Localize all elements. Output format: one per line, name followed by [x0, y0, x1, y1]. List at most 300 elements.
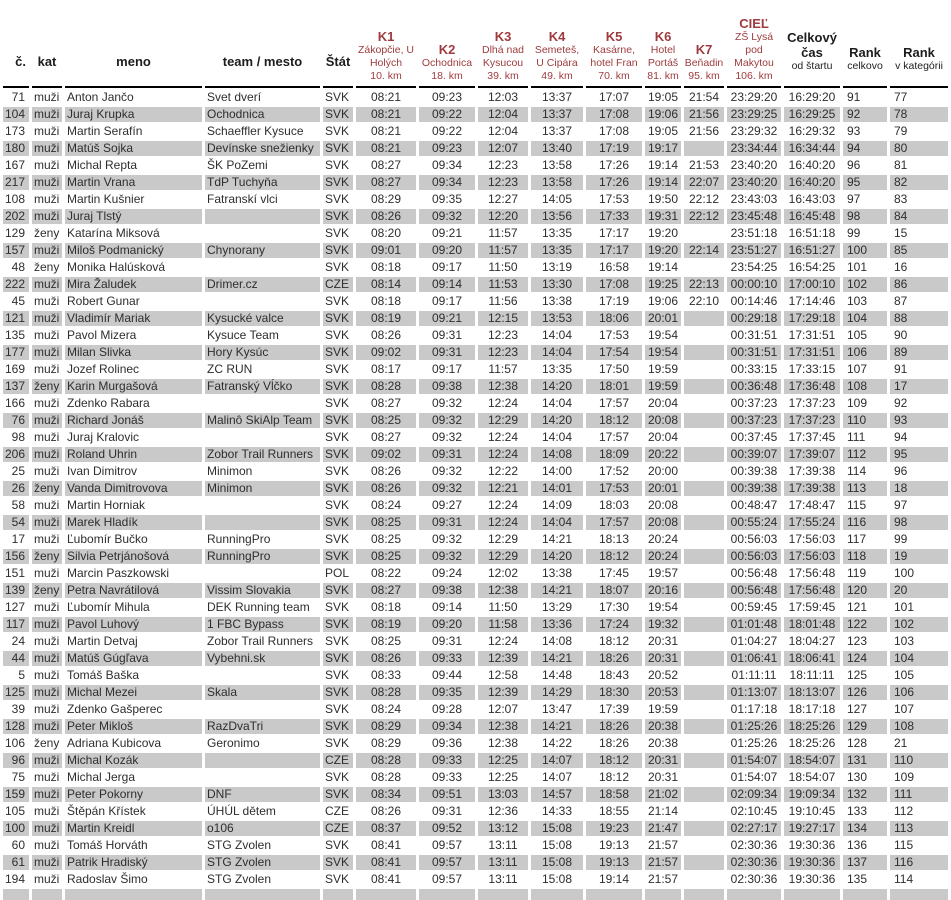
cell-rank: 106	[843, 345, 887, 360]
cell-k3: 12:27	[487, 192, 519, 206]
cell-bib: 166	[4, 396, 25, 410]
cell-total: 17:37:23	[784, 413, 840, 428]
table-row	[3, 141, 948, 156]
cell-ciel: 23:29:32	[730, 124, 778, 138]
cell-rank_kat: 99	[894, 532, 908, 546]
cell-k1: 08:34	[356, 787, 416, 802]
cell-bib: 105	[4, 804, 25, 818]
cell-stat: SVK	[325, 770, 350, 784]
cell-k7	[684, 260, 724, 275]
cell-ciel: 01:01:48	[727, 617, 781, 632]
cell-bib: 54	[3, 515, 29, 530]
cell-k4: 14:21	[541, 532, 573, 546]
cell-k6: 19:59	[645, 379, 681, 394]
cell-k5: 18:43	[598, 668, 630, 682]
cell-k3: 11:58	[478, 617, 528, 632]
cell-rank: 121	[847, 600, 868, 614]
cell-rank_kat: 86	[890, 277, 948, 292]
cell-k7: 22:12	[684, 209, 724, 224]
cell-k5: 18:12	[586, 549, 642, 564]
cell-k1: 08:26	[356, 481, 416, 496]
cell-rank_kat: 17	[890, 379, 948, 394]
cell-stat: SVK	[325, 498, 350, 512]
cell-rank: 130	[847, 770, 868, 784]
cell-ciel: 01:25:26	[730, 736, 778, 750]
cell-k2: 09:17	[431, 294, 463, 308]
cell-k3: 12:20	[478, 209, 528, 224]
column-header-text: Celkový čas	[787, 30, 837, 60]
cell-k3: 12:38	[487, 736, 519, 750]
column-header-text: 18. km	[431, 70, 463, 82]
cell-k4: 14:04	[541, 328, 573, 342]
cell-rank_kat: 103	[894, 634, 915, 648]
cell-stat: SVK	[323, 141, 353, 156]
cell-ciel: 01:54:07	[730, 770, 778, 784]
cell-kat: ženy	[34, 736, 60, 750]
cell-team: Vybehni.sk	[205, 651, 320, 666]
table-row	[3, 464, 948, 479]
cell-ciel: 00:56:03	[727, 549, 781, 564]
cell-rank: 131	[843, 753, 887, 768]
cell-team	[205, 668, 320, 683]
cell-rank: 99	[847, 226, 861, 240]
cell-rank: 109	[847, 396, 868, 410]
table-row	[3, 124, 948, 139]
cell-k7: 22:14	[684, 243, 724, 258]
cell-k1: 08:19	[356, 617, 416, 632]
cell-kat: muži	[32, 413, 62, 428]
cell-total: 16:54:25	[788, 260, 836, 274]
cell-kat: muži	[32, 209, 62, 224]
cell-k4: 13:58	[541, 158, 573, 172]
table-row	[3, 90, 948, 105]
cell-bib: 159	[3, 787, 29, 802]
cell-k5: 17:24	[586, 617, 642, 632]
cell-k3: 12:02	[487, 566, 519, 580]
cell-ciel: 00:29:18	[727, 311, 781, 326]
cell-kat: muži	[34, 770, 60, 784]
cell-team: Drimer.cz	[205, 277, 320, 292]
column-header-text: K7	[695, 42, 713, 57]
cell-k1: 08:24	[370, 702, 402, 716]
cell-stat: SVK	[325, 396, 350, 410]
cell-kat: muži	[32, 685, 62, 700]
cell-k4: 14:04	[541, 396, 573, 410]
cell-k3: 12:22	[487, 464, 519, 478]
cell-k3: 12:39	[478, 651, 528, 666]
table-row	[3, 753, 948, 768]
cell-bib: 98	[11, 430, 25, 444]
cell-team: Malinô SkiAlp Team	[205, 413, 320, 428]
cell-kat: muži	[32, 787, 62, 802]
cell-kat: muži	[32, 243, 62, 258]
cell-total: 17:31:51	[788, 328, 836, 342]
cell-rank_kat: 79	[894, 124, 908, 138]
cell-k5: 18:12	[598, 634, 630, 648]
column-header-text: Semeteš, U Cipára	[534, 44, 580, 69]
cell-meno: Miloš Podmanický	[65, 243, 202, 258]
cell-stat: SVK	[323, 787, 353, 802]
cell-k5	[586, 889, 642, 900]
cell-k3: 12:07	[487, 702, 519, 716]
cell-rank: 125	[847, 668, 868, 682]
cell-k5: 19:23	[586, 821, 642, 836]
cell-k1: 08:28	[356, 753, 416, 768]
cell-rank_kat: 78	[890, 107, 948, 122]
cell-team: DEK Running team	[207, 600, 310, 614]
cell-kat: muži	[34, 804, 60, 818]
cell-rank: 124	[843, 651, 887, 666]
cell-bib: 24	[11, 634, 25, 648]
cell-k7	[684, 787, 724, 802]
cell-ciel: 23:29:25	[727, 107, 781, 122]
cell-stat: SVK	[323, 685, 353, 700]
cell-k5: 17:53	[598, 192, 630, 206]
cell-total	[784, 889, 840, 900]
cell-k2: 09:34	[431, 158, 463, 172]
cell-bib: 106	[4, 736, 25, 750]
table-row	[3, 396, 948, 411]
cell-rank_kat: 93	[890, 413, 948, 428]
cell-rank: 93	[847, 124, 861, 138]
cell-stat: SVK	[325, 328, 350, 342]
cell-total: 18:13:07	[784, 685, 840, 700]
cell-total: 19:09:34	[784, 787, 840, 802]
cell-total: 16:29:20	[788, 90, 836, 104]
cell-bib: 137	[3, 379, 29, 394]
cell-ciel: 01:13:07	[727, 685, 781, 700]
cell-bib: 48	[11, 260, 25, 274]
cell-ciel: 00:39:38	[730, 464, 778, 478]
cell-k7	[684, 515, 724, 530]
cell-k7	[684, 872, 724, 887]
cell-total: 19:10:45	[788, 804, 836, 818]
cell-bib: 60	[11, 838, 25, 852]
cell-total: 18:11:11	[789, 668, 835, 682]
cell-k1: 08:21	[356, 107, 416, 122]
cell-rank: 112	[843, 447, 887, 462]
table-row	[3, 277, 948, 292]
cell-bib: 167	[4, 158, 25, 172]
cell-k7	[684, 651, 724, 666]
cell-k6: 19:14	[647, 158, 679, 172]
cell-kat: muži	[34, 90, 60, 104]
cell-stat: SVK	[325, 634, 350, 648]
cell-meno: Milan Slivka	[65, 345, 202, 360]
cell-team: 1 FBC Bypass	[205, 617, 320, 632]
cell-k4: 14:04	[531, 345, 583, 360]
cell-rank_kat: 82	[890, 175, 948, 190]
cell-k3	[478, 889, 528, 900]
column-header-text: Rank	[849, 45, 881, 60]
cell-k7	[684, 855, 724, 870]
cell-stat: SVK	[325, 158, 350, 172]
cell-k1: 08:28	[356, 379, 416, 394]
cell-rank_kat: 100	[894, 566, 915, 580]
cell-meno: Peter Pokorny	[65, 787, 202, 802]
cell-meno: Karin Murgašová	[65, 379, 202, 394]
cell-k5: 17:30	[598, 600, 630, 614]
cell-rank_kat: 19	[890, 549, 948, 564]
cell-k2: 09:51	[419, 787, 475, 802]
cell-bib: 39	[11, 702, 25, 716]
cell-k1: 08:21	[370, 124, 402, 138]
cell-k6: 20:08	[647, 498, 679, 512]
cell-bib: 17	[11, 532, 25, 546]
cell-bib: 61	[3, 855, 29, 870]
cell-bib: 5	[18, 668, 25, 682]
cell-team: DNF	[205, 787, 320, 802]
column-header-text: K4	[548, 29, 566, 44]
cell-stat: SVK	[325, 260, 350, 274]
cell-k5: 17:08	[586, 107, 642, 122]
cell-kat: muži	[34, 396, 60, 410]
cell-bib: 75	[11, 770, 25, 784]
cell-total: 17:36:48	[784, 379, 840, 394]
cell-k4: 14:21	[531, 583, 583, 598]
cell-total: 19:30:36	[784, 855, 840, 870]
cell-team: Ochodnica	[205, 107, 320, 122]
cell-k3: 12:21	[478, 481, 528, 496]
cell-bib: 76	[3, 413, 29, 428]
cell-rank_kat: 111	[890, 787, 948, 802]
cell-team	[205, 294, 320, 309]
cell-stat: CZE	[323, 277, 353, 292]
cell-total: 17:56:03	[784, 549, 840, 564]
cell-k3: 11:57	[488, 362, 518, 376]
table-row	[3, 532, 948, 547]
cell-k5: 18:26	[586, 651, 642, 666]
cell-stat: CZE	[323, 821, 353, 836]
cell-k1: 08:41	[356, 855, 416, 870]
cell-rank: 104	[843, 311, 887, 326]
cell-k2: 09:28	[431, 702, 463, 716]
cell-k5: 16:58	[598, 260, 630, 274]
cell-rank_kat: 87	[894, 294, 908, 308]
cell-k6: 20:24	[647, 532, 679, 546]
cell-k5: 17:19	[598, 294, 630, 308]
cell-rank: 132	[843, 787, 887, 802]
cell-k1: 08:28	[370, 770, 402, 784]
cell-total: 16:43:03	[788, 192, 836, 206]
cell-k7	[684, 804, 724, 819]
cell-k4	[531, 889, 583, 900]
cell-k7	[684, 889, 724, 900]
cell-stat: SVK	[325, 464, 350, 478]
table-row	[3, 617, 948, 632]
cell-rank_kat: 101	[894, 600, 915, 614]
cell-k7	[684, 566, 724, 581]
cell-rank_kat: 15	[894, 226, 908, 240]
cell-k6: 19:17	[645, 141, 681, 156]
cell-k3: 12:38	[478, 719, 528, 734]
cell-k4: 14:29	[531, 685, 583, 700]
column-header-kat	[32, 2, 62, 88]
column-header-text: Dlhá nad Kysucou	[481, 44, 525, 69]
table-row	[3, 192, 948, 207]
cell-ciel: 23:51:18	[730, 226, 778, 240]
cell-k4: 13:35	[541, 226, 573, 240]
cell-rank: 115	[847, 498, 867, 512]
cell-team: Devínske snežienky	[205, 141, 320, 156]
cell-k6: 20:53	[645, 685, 681, 700]
cell-k6: 20:04	[647, 396, 679, 410]
cell-rank_kat: 116	[890, 855, 948, 870]
cell-total: 18:25:26	[784, 719, 840, 734]
cell-k3: 13:11	[488, 838, 518, 852]
cell-k2: 09:33	[419, 753, 475, 768]
cell-team	[205, 753, 320, 768]
cell-k3: 11:57	[478, 243, 528, 258]
cell-k3: 12:58	[487, 668, 519, 682]
cell-k6: 20:31	[647, 634, 679, 648]
cell-k5: 17:39	[598, 702, 630, 716]
cell-k3: 13:12	[478, 821, 528, 836]
cell-kat: muži	[34, 566, 60, 580]
cell-bib: 180	[3, 141, 29, 156]
cell-k2: 09:21	[431, 226, 463, 240]
cell-bib: 121	[3, 311, 29, 326]
cell-k6: 19:50	[647, 192, 679, 206]
cell-rank_kat: 92	[894, 396, 908, 410]
cell-rank: 92	[843, 107, 887, 122]
cell-ciel: 00:33:15	[730, 362, 778, 376]
cell-k5: 17:07	[598, 90, 630, 104]
cell-rank: 97	[847, 192, 861, 206]
cell-k3: 13:11	[488, 872, 518, 886]
cell-team	[205, 889, 320, 900]
cell-ciel: 00:39:07	[727, 447, 781, 462]
cell-k3: 12:24	[487, 396, 519, 410]
cell-stat: SVK	[323, 651, 353, 666]
table-row	[3, 209, 948, 224]
cell-k2: 09:35	[431, 192, 463, 206]
cell-k6: 20:08	[645, 515, 681, 530]
cell-rank: 98	[843, 209, 887, 224]
cell-k1: 08:27	[370, 430, 402, 444]
cell-k7	[684, 821, 724, 836]
column-header-meno	[65, 2, 202, 88]
cell-meno: Michal Mezei	[65, 685, 202, 700]
cell-k3: 11:50	[488, 260, 518, 274]
cell-total: 16:29:32	[788, 124, 836, 138]
cell-bib: 125	[3, 685, 29, 700]
cell-ciel: 23:34:44	[727, 141, 781, 156]
column-header-text: K3	[494, 29, 512, 44]
cell-ciel: 02:30:36	[730, 872, 778, 886]
cell-k3: 13:03	[478, 787, 528, 802]
cell-k2: 09:23	[419, 141, 475, 156]
cell-total: 17:39:38	[784, 481, 840, 496]
cell-total: 17:37:45	[788, 430, 836, 444]
cell-k4: 13:30	[531, 277, 583, 292]
cell-k2: 09:20	[419, 243, 475, 258]
column-header-k3	[478, 2, 528, 88]
cell-rank_kat: 112	[894, 804, 914, 818]
cell-k3: 12:24	[478, 515, 528, 530]
cell-k1: 08:27	[370, 158, 402, 172]
cell-rank: 102	[843, 277, 887, 292]
cell-stat: SVK	[325, 362, 350, 376]
cell-total: 16:40:20	[788, 158, 836, 172]
cell-k2: 09:31	[431, 804, 463, 818]
cell-k7: 22:12	[688, 192, 720, 206]
cell-k6: 19:20	[645, 243, 681, 258]
cell-bib: 206	[3, 447, 29, 462]
cell-total: 16:29:25	[784, 107, 840, 122]
cell-ciel: 23:40:20	[730, 158, 778, 172]
cell-k5: 17:26	[598, 158, 630, 172]
cell-k6: 21:47	[645, 821, 681, 836]
cell-k1: 08:19	[356, 311, 416, 326]
column-header-text: 81. km	[647, 70, 679, 82]
cell-k5: 18:06	[586, 311, 642, 326]
cell-k6: 20:08	[645, 413, 681, 428]
column-header-text: v kategórii	[895, 60, 943, 72]
cell-k2: 09:52	[419, 821, 475, 836]
table-row	[3, 226, 948, 241]
cell-stat: CZE	[325, 804, 349, 818]
cell-k3: 11:50	[488, 600, 518, 614]
cell-bib: 58	[11, 498, 25, 512]
cell-k5: 17:53	[598, 328, 630, 342]
column-header-ciel	[727, 2, 781, 88]
cell-meno: Patrik Hradiský	[65, 855, 202, 870]
cell-bib: 128	[3, 719, 29, 734]
cell-total: 18:54:07	[784, 753, 840, 768]
cell-k5: 17:45	[598, 566, 630, 580]
cell-ciel: 00:55:24	[727, 515, 781, 530]
cell-k2: 09:32	[419, 413, 475, 428]
cell-k2: 09:32	[431, 464, 463, 478]
cell-k3: 12:36	[487, 804, 519, 818]
cell-bib: 217	[3, 175, 29, 190]
cell-k6: 19:06	[645, 107, 681, 122]
cell-rank_kat: 98	[890, 515, 948, 530]
cell-k4: 14:08	[531, 447, 583, 462]
cell-team: Fatranskí vlci	[207, 192, 278, 206]
cell-k6: 21:02	[645, 787, 681, 802]
cell-k2: 09:31	[431, 634, 463, 648]
cell-total: 18:17:18	[788, 702, 836, 716]
cell-k3: 12:15	[478, 311, 528, 326]
cell-k3: 12:39	[478, 685, 528, 700]
cell-ciel: 23:40:20	[727, 175, 781, 190]
cell-k7	[684, 838, 724, 853]
cell-stat: SVK	[325, 90, 350, 104]
cell-k3: 12:23	[478, 175, 528, 190]
table-row	[3, 107, 948, 122]
cell-k7	[684, 328, 724, 343]
cell-meno: Matúš Sojka	[65, 141, 202, 156]
column-header-rank_kat	[890, 2, 948, 88]
cell-bib	[3, 889, 29, 900]
column-header-k5	[586, 2, 642, 88]
column-header-text: Hotel Portáš	[647, 44, 679, 69]
cell-ciel: 01:06:41	[727, 651, 781, 666]
cell-k3: 12:23	[478, 345, 528, 360]
table-row	[3, 345, 948, 360]
cell-k6: 20:31	[647, 770, 679, 784]
cell-meno: Katarína Miksová	[67, 226, 160, 240]
cell-kat: ženy	[32, 481, 62, 496]
cell-team	[205, 566, 320, 581]
cell-k6: 20:00	[647, 464, 679, 478]
cell-k4: 14:21	[531, 651, 583, 666]
cell-k7	[684, 396, 724, 411]
cell-team	[205, 702, 320, 717]
cell-rank: 95	[843, 175, 887, 190]
